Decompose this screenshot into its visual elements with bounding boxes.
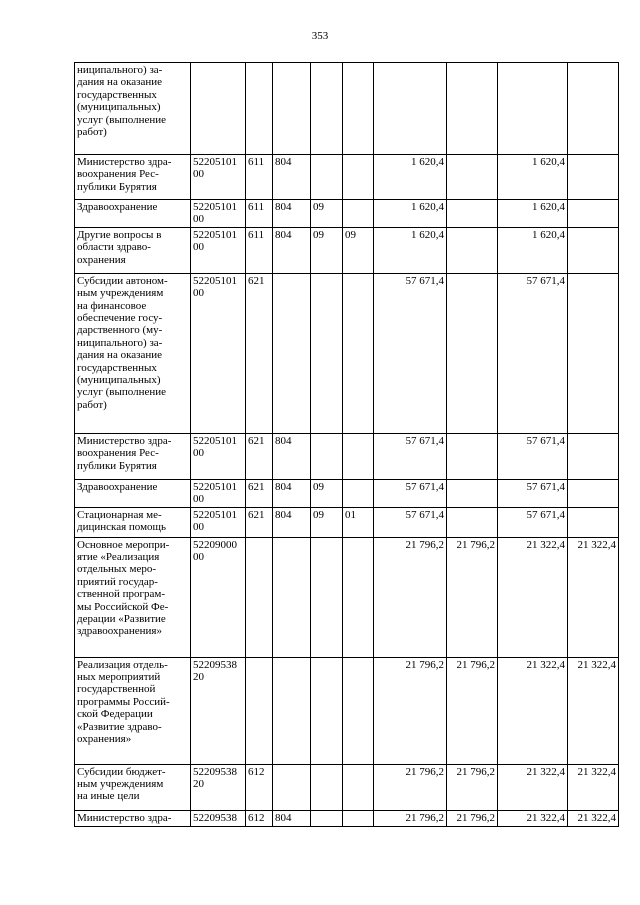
cell-expense-type-code <box>246 657 273 764</box>
cell-amount-1: 57 671,4 <box>374 433 447 479</box>
table-row <box>75 155 619 200</box>
cell-subsection-code: 01 <box>343 507 374 537</box>
cell-expense-type-code: 621 <box>246 273 273 433</box>
cell-ministry-code: 804 <box>273 433 311 479</box>
cell-target-article-code: 52205101 00 <box>191 155 246 200</box>
cell-amount-3: 21 322,4 <box>498 764 568 810</box>
cell-section-code <box>311 433 343 479</box>
page-number: 353 <box>311 30 329 42</box>
cell-amount-4: 21 322,4 <box>568 810 619 826</box>
cell-expense-type-code: 621 <box>246 479 273 507</box>
cell-expense-type-code <box>246 537 273 657</box>
cell-amount-2: 21 796,2 <box>447 764 498 810</box>
cell-amount-1: 21 796,2 <box>374 657 447 764</box>
table-row <box>75 479 619 507</box>
cell-target-article-code: 52205101 00 <box>191 479 246 507</box>
cell-ministry-code: 804 <box>273 507 311 537</box>
cell-amount-2: 21 796,2 <box>447 657 498 764</box>
cell-amount-1: 1 620,4 <box>374 227 447 273</box>
cell-name: Субсидии бюджет- ным учреждениям на иные цели <box>75 764 191 810</box>
cell-expense-type-code: 612 <box>246 810 273 826</box>
cell-ministry-code <box>273 764 311 810</box>
cell-target-article-code <box>191 63 246 155</box>
cell-ministry-code: 804 <box>273 227 311 273</box>
cell-amount-4 <box>568 433 619 479</box>
cell-ministry-code <box>273 657 311 764</box>
cell-ministry-code: 804 <box>273 155 311 200</box>
table-row <box>75 200 619 228</box>
budget-table <box>74 62 619 827</box>
cell-section-code <box>311 155 343 200</box>
cell-amount-3: 1 620,4 <box>498 227 568 273</box>
cell-amount-2 <box>447 200 498 228</box>
cell-name: ниципального) за- дания на оказание государственных (муниципальных) услуг (выполнение работ) <box>75 63 191 155</box>
cell-amount-3: 57 671,4 <box>498 273 568 433</box>
cell-ministry-code <box>273 63 311 155</box>
table-row <box>75 810 619 826</box>
cell-subsection-code <box>343 63 374 155</box>
cell-name: Министерство здра- <box>75 810 191 826</box>
cell-amount-4: 21 322,4 <box>568 657 619 764</box>
table-body <box>75 63 619 827</box>
cell-section-code: 09 <box>311 227 343 273</box>
cell-ministry-code: 804 <box>273 810 311 826</box>
cell-subsection-code <box>343 155 374 200</box>
cell-ministry-code <box>273 273 311 433</box>
cell-amount-3: 57 671,4 <box>498 479 568 507</box>
cell-amount-2: 21 796,2 <box>447 537 498 657</box>
cell-expense-type-code: 612 <box>246 764 273 810</box>
cell-section-code <box>311 657 343 764</box>
cell-target-article-code: 52209538 <box>191 810 246 826</box>
cell-subsection-code <box>343 273 374 433</box>
cell-subsection-code <box>343 810 374 826</box>
cell-amount-2 <box>447 273 498 433</box>
cell-expense-type-code: 611 <box>246 200 273 228</box>
cell-expense-type-code: 611 <box>246 227 273 273</box>
cell-amount-4: 21 322,4 <box>568 764 619 810</box>
cell-subsection-code <box>343 479 374 507</box>
cell-section-code: 09 <box>311 479 343 507</box>
cell-amount-4 <box>568 63 619 155</box>
cell-amount-3: 57 671,4 <box>498 507 568 537</box>
cell-expense-type-code: 611 <box>246 155 273 200</box>
cell-amount-3: 21 322,4 <box>498 657 568 764</box>
cell-name: Реализация отдель- ных мероприятий государственной программы Россий- ской Федерации «Развитие здраво- охранения» <box>75 657 191 764</box>
cell-section-code: 09 <box>311 507 343 537</box>
cell-ministry-code: 804 <box>273 200 311 228</box>
cell-expense-type-code <box>246 63 273 155</box>
cell-amount-4 <box>568 507 619 537</box>
cell-amount-3: 1 620,4 <box>498 155 568 200</box>
cell-amount-1: 57 671,4 <box>374 273 447 433</box>
cell-target-article-code: 52205101 00 <box>191 273 246 433</box>
cell-amount-2 <box>447 227 498 273</box>
cell-target-article-code: 52209538 20 <box>191 657 246 764</box>
cell-name: Министерство здра- воохранения Рес- публики Бурятия <box>75 155 191 200</box>
cell-amount-1: 1 620,4 <box>374 155 447 200</box>
cell-target-article-code: 52205101 00 <box>191 200 246 228</box>
cell-amount-4: 21 322,4 <box>568 537 619 657</box>
cell-amount-1 <box>374 63 447 155</box>
cell-name: Основное меропри- ятие «Реализация отдельных меро- приятий государ- ственной програм- мы Российской Фе- дерации «Развитие здравоохранения» <box>75 537 191 657</box>
cell-amount-4 <box>568 200 619 228</box>
table-row <box>75 764 619 810</box>
cell-target-article-code: 52209538 20 <box>191 764 246 810</box>
table-row <box>75 433 619 479</box>
cell-section-code: 09 <box>311 200 343 228</box>
cell-amount-3: 57 671,4 <box>498 433 568 479</box>
table-row <box>75 63 619 155</box>
cell-expense-type-code: 621 <box>246 507 273 537</box>
table-row <box>75 507 619 537</box>
cell-target-article-code: 52209000 00 <box>191 537 246 657</box>
cell-section-code <box>311 764 343 810</box>
cell-amount-3: 21 322,4 <box>498 537 568 657</box>
cell-section-code <box>311 810 343 826</box>
cell-amount-2 <box>447 479 498 507</box>
cell-amount-1: 21 796,2 <box>374 537 447 657</box>
cell-amount-2 <box>447 63 498 155</box>
table-row <box>75 537 619 657</box>
cell-subsection-code <box>343 537 374 657</box>
cell-amount-3: 1 620,4 <box>498 200 568 228</box>
cell-amount-4 <box>568 273 619 433</box>
cell-name: Стационарная ме- дицинская помощь <box>75 507 191 537</box>
cell-name: Здравоохранение <box>75 479 191 507</box>
cell-name: Здравоохранение <box>75 200 191 228</box>
cell-target-article-code: 52205101 00 <box>191 433 246 479</box>
cell-name: Министерство здра- воохранения Рес- публики Бурятия <box>75 433 191 479</box>
cell-ministry-code: 804 <box>273 479 311 507</box>
cell-amount-4 <box>568 155 619 200</box>
cell-subsection-code <box>343 433 374 479</box>
cell-amount-1: 21 796,2 <box>374 764 447 810</box>
cell-subsection-code: 09 <box>343 227 374 273</box>
cell-expense-type-code: 621 <box>246 433 273 479</box>
cell-section-code <box>311 63 343 155</box>
cell-subsection-code <box>343 764 374 810</box>
cell-subsection-code <box>343 657 374 764</box>
cell-amount-1: 57 671,4 <box>374 479 447 507</box>
cell-amount-3 <box>498 63 568 155</box>
cell-amount-4 <box>568 479 619 507</box>
cell-subsection-code <box>343 200 374 228</box>
cell-name: Субсидии автоном- ным учреждениям на финансовое обеспечение госу- дарственного (му- ниципального) за- дания на оказание государственных (муниципальных) услуг (выполнение работ) <box>75 273 191 433</box>
cell-target-article-code: 52205101 00 <box>191 227 246 273</box>
table-row <box>75 227 619 273</box>
cell-amount-3: 21 322,4 <box>498 810 568 826</box>
cell-amount-1: 57 671,4 <box>374 507 447 537</box>
cell-amount-2 <box>447 433 498 479</box>
cell-amount-1: 1 620,4 <box>374 200 447 228</box>
cell-section-code <box>311 273 343 433</box>
cell-amount-2 <box>447 507 498 537</box>
cell-amount-4 <box>568 227 619 273</box>
cell-ministry-code <box>273 537 311 657</box>
cell-amount-2 <box>447 155 498 200</box>
cell-name: Другие вопросы в области здраво- охранения <box>75 227 191 273</box>
cell-section-code <box>311 537 343 657</box>
table-row <box>75 657 619 764</box>
table-row <box>75 273 619 433</box>
cell-amount-2: 21 796,2 <box>447 810 498 826</box>
cell-amount-1: 21 796,2 <box>374 810 447 826</box>
cell-target-article-code: 52205101 00 <box>191 507 246 537</box>
